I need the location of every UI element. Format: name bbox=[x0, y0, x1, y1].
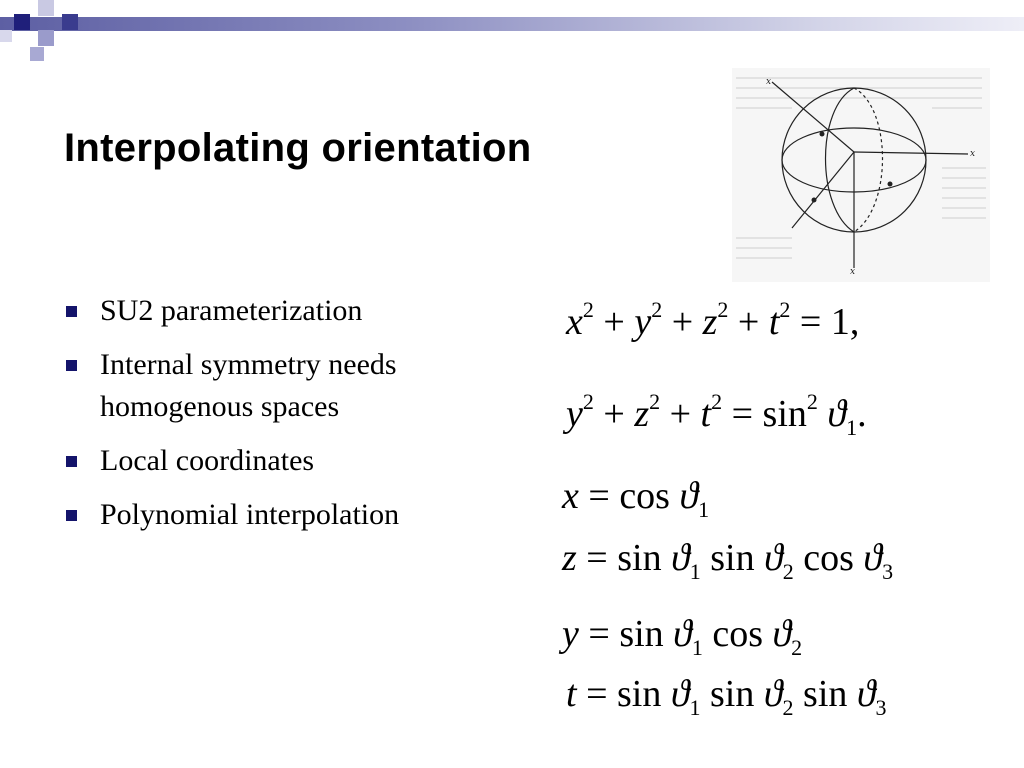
header-decor-square bbox=[0, 30, 12, 42]
equation-y: $y = \sin ϑ_1$ $\cos ϑ_2$ bbox=[562, 613, 803, 660]
header-decor-square bbox=[38, 0, 54, 16]
sphere-diagram bbox=[732, 68, 990, 282]
header-decor-square bbox=[30, 47, 44, 61]
slide-title: Interpolating orientation bbox=[64, 126, 532, 170]
equation-t: $t = \sin ϑ_1$ $\sin ϑ_2$ $\sin ϑ_3$ bbox=[566, 673, 887, 720]
bullet-item: Internal symmetry needs homogenous spaces bbox=[64, 344, 484, 428]
axis-label-top: x bbox=[766, 77, 772, 87]
header-gradient-bar bbox=[0, 17, 1024, 31]
equation-unit-sphere: $x^2 + y^2 + z^2 + t^2 = 1$, bbox=[566, 297, 860, 343]
bullet-item: SU2 parameterization bbox=[64, 290, 484, 332]
axis-label-bottom: x bbox=[850, 267, 856, 277]
equation-z: $z = \sin ϑ_1$ $\sin ϑ_2$ $\cos ϑ_3$ bbox=[562, 537, 894, 584]
equation-sin-squared: $y^2 + z^2 + t^2 = \sin^2 ϑ_1$. bbox=[566, 389, 867, 440]
header-decor-square bbox=[38, 30, 54, 46]
axis-label-right: x bbox=[970, 149, 976, 159]
bullet-list bbox=[64, 290, 484, 548]
bullet-item: Polynomial interpolation bbox=[64, 494, 484, 536]
header-decor-square bbox=[62, 14, 78, 30]
bullet-item: Local coordinates bbox=[64, 440, 484, 482]
sphere-diagram-svg bbox=[732, 68, 990, 282]
equation-x: $x = \cos ϑ_1$ bbox=[562, 475, 710, 522]
header-decor-square bbox=[14, 14, 30, 30]
